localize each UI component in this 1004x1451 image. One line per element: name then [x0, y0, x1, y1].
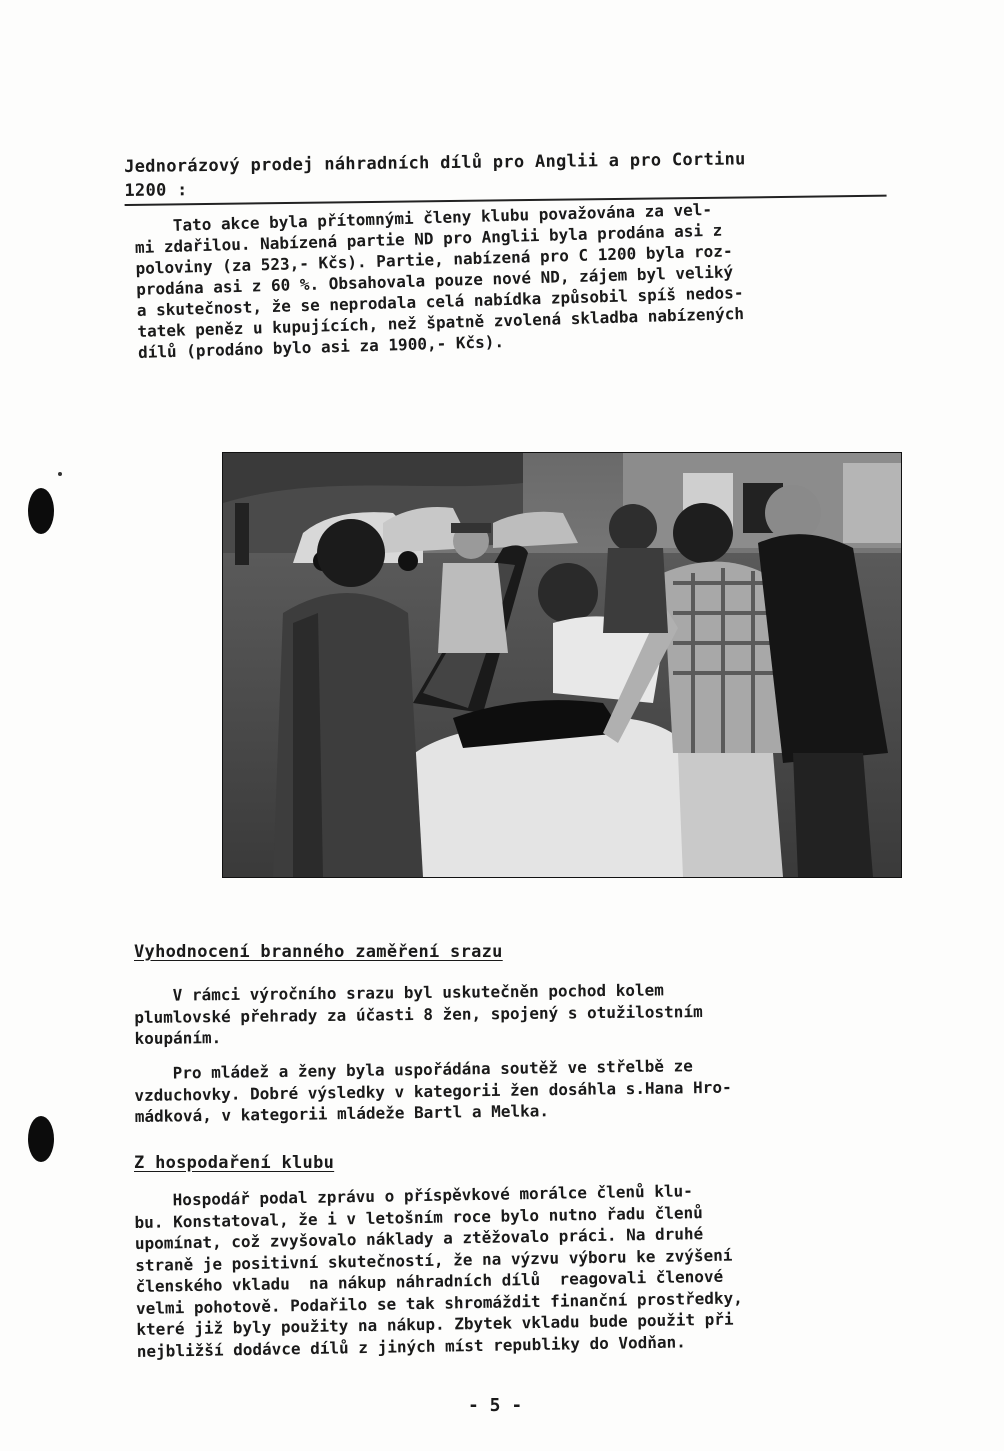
- sale-section-title: [124, 146, 895, 206]
- paper-speck: [58, 472, 62, 476]
- sale-title-line2: 1200 :: [124, 180, 188, 201]
- photo-illustration: [223, 453, 901, 877]
- finance-paragraph: Hospodář podal zprávu o příspěvkové morálce členů klu- bu. Konstatoval, že i v letošním roce bylo nutno řadu členů upomínat, což zvyšovalo náklady a ztěžovalo práci. Na druhé straně je positivní skutečností, že na výzvu výboru ke zvýšení členského vkladu na nákup náhradních dílů reagovali členové velmi pohotově. Podařilo se tak shromáždit finanční prostředky, které již byly použity na nákup. Zbytek vkladu bude použit při nejbližší dodávce dílů z jiných míst republiky do Vodňan.: [134, 1181, 744, 1361]
- rally-paragraph-1: V rámci výročního srazu byl uskutečněn pochod kolem plumlovské přehrady za účasti 8 žen, spojený s otužilostním koupáním.: [134, 980, 703, 1048]
- finance-section-heading: Z hospodaření klubu: [134, 1153, 335, 1173]
- sale-paragraph: Tato akce byla přítomnými členy klubu považována za vel- mi zdařilou. Nabízená partie ND pro Anglii byla prodána asi z poloviny (za 523,- Kčs). Partie, nabízená pro C 1200 byla roz- prodána asi z 60 %. Obsahovala pouze nové ND, zájem byl veliký a skutečnost, že se neprodala celá nabídka způsobil spíš nedos- tatek peněz u kupujících, než špatně zvolená skladba nabízených dílů (prodáno bylo asi za 1900,- Kčs).: [134, 199, 745, 362]
- rally-paragraph-2: Pro mládež a ženy byla uspořádána soutěž ve střelbě ze vzduchovky. Dobré výsledky v kategorii žen dosáhla s.Hana Hro- mádková, v kategorii mládeže Bartl a Melka.: [134, 1056, 732, 1126]
- rally-section-heading: Vyhodnocení branného zaměření srazu: [134, 942, 503, 962]
- sale-title-line1: Jednorázový prodej náhradních dílů pro Anglii a pro Cortinu: [124, 149, 746, 177]
- page-number: - 5 -: [468, 1395, 523, 1416]
- event-photo: [222, 452, 902, 878]
- punch-hole-bottom: [28, 1116, 54, 1162]
- punch-hole-top: [28, 488, 54, 534]
